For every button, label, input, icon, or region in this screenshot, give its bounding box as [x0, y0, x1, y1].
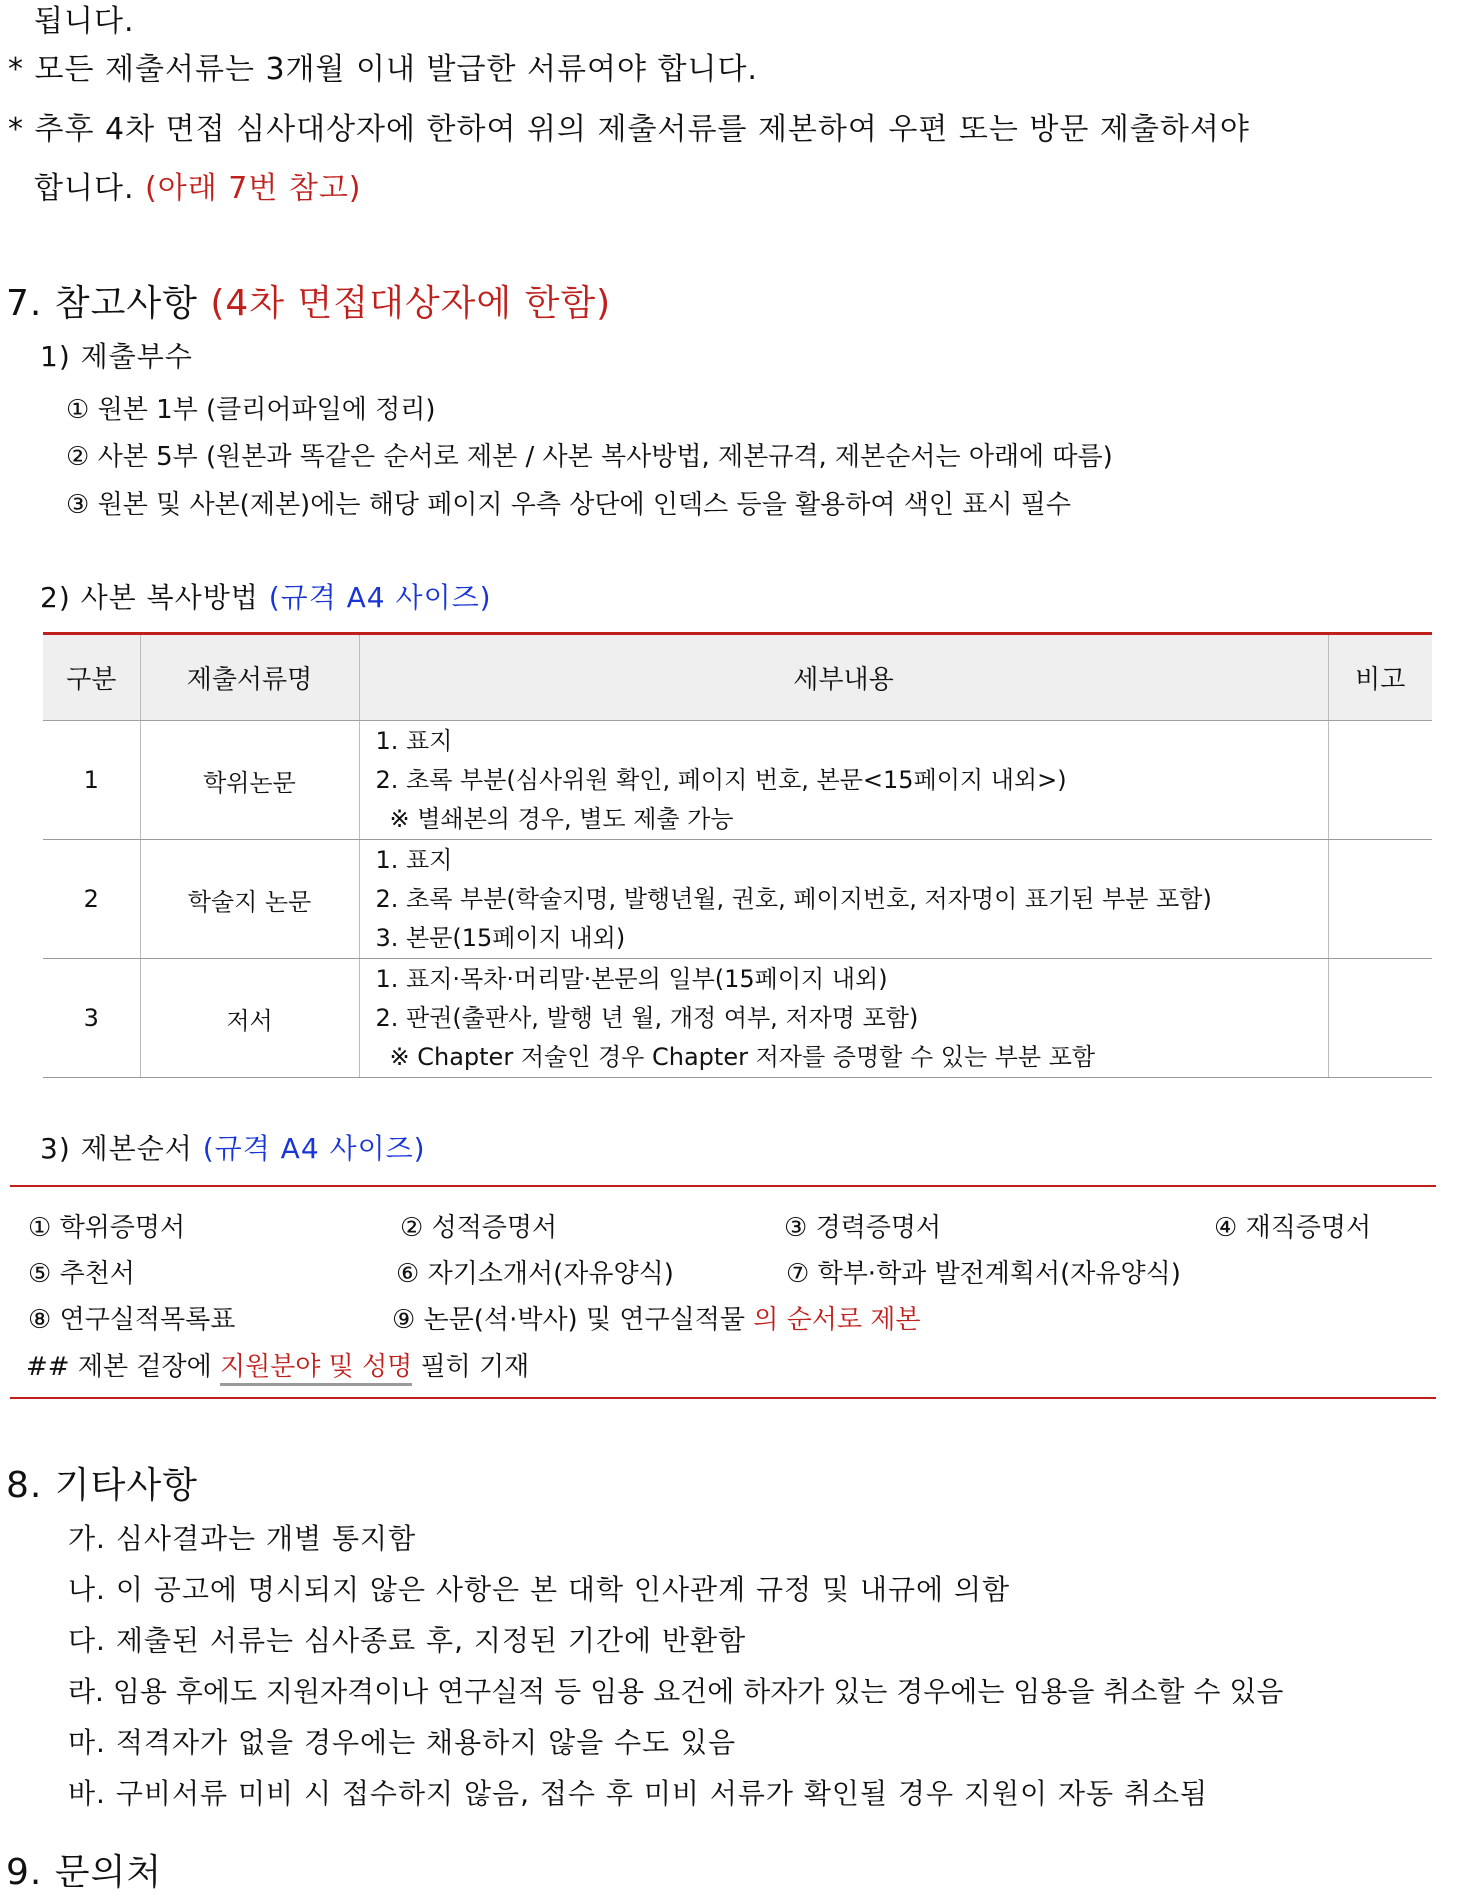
row-document-name: 학술지 논문 [140, 840, 359, 959]
binding-item-3: ③ 경력증명서 [784, 1213, 942, 1243]
detail-line: ※ Chapter 저술인 경우 Chapter 저자를 증명할 수 있는 부분 포함 [389, 1042, 1096, 1071]
copy-method-table [43, 632, 1432, 1078]
detail-line: 3. 본문(15페이지 내외) [375, 923, 626, 952]
sub2-heading [40, 576, 492, 616]
section-8-item-3: 다. 제출된 서류는 심사종료 후, 지정된 기간에 반환함 [68, 1624, 747, 1657]
detail-line: 2. 초록 부분(심사위원 확인, 페이지 번호, 본문<15페이지 내외>) [375, 765, 1067, 794]
detail-line: 1. 표지 [375, 726, 453, 755]
intro-line-3 [34, 163, 362, 207]
section-8-item-5: 마. 적격자가 없을 경우에는 채용하지 않을 수도 있음 [68, 1726, 737, 1759]
detail-line: 1. 표지·목차·머리말·본문의 일부(15페이지 내외) [375, 964, 888, 993]
intro-reference: (아래 7번 참고) [145, 171, 362, 206]
binding-order-suffix: 의 순서로 제본 [753, 1305, 921, 1335]
row-remarks [1328, 840, 1432, 959]
row-number: 2 [43, 840, 140, 959]
cover-note-prefix: ## 제본 겉장에 [26, 1352, 212, 1382]
section-8-item-1: 가. 심사결과는 개별 통지함 [68, 1522, 417, 1555]
binding-item-7: ⑦ 학부·학과 발전계획서(자유양식) [786, 1259, 1181, 1289]
binding-item-2: ② 성적증명서 [400, 1213, 558, 1243]
table-row [43, 840, 1432, 959]
sub1-title: 1) 제출부수 [40, 340, 193, 373]
header-document-name: 제출서류명 [140, 634, 359, 721]
table-row [43, 721, 1432, 840]
binding-item-6: ⑥ 자기소개서(자유양식) [396, 1259, 674, 1289]
detail-line: 2. 판권(출판사, 발행 년 월, 개정 여부, 저자명 포함) [375, 1003, 919, 1032]
row-document-name: 저서 [140, 959, 359, 1078]
row-document-name: 학위논문 [140, 721, 359, 840]
header-remarks: 비고 [1328, 634, 1432, 721]
section-9-title: 9. 문의처 [6, 1852, 163, 1893]
cover-note [26, 1346, 529, 1383]
binding-item-9-line [392, 1299, 920, 1336]
binding-item-8: ⑧ 연구실적목록표 [28, 1305, 236, 1335]
row-number: 3 [43, 959, 140, 1078]
row-remarks [1328, 959, 1432, 1078]
section-8-item-4: 라. 임용 후에도 지원자격이나 연구실적 등 임용 요건에 하자가 있는 경우에는 임용을 취소할 수 있음 [68, 1675, 1284, 1708]
intro-line-3-text: 합니다. [34, 171, 135, 206]
binding-item-9: ⑨ 논문(석·박사) 및 연구실적물 [392, 1305, 745, 1335]
binding-item-1: ① 학위증명서 [28, 1213, 186, 1243]
intro-line-1: * 모든 제출서류는 3개월 이내 발급한 서류여야 합니다. [8, 52, 758, 87]
sub1-item-3: ③ 원본 및 사본(제본)에는 해당 페이지 우측 상단에 인덱스 등을 활용하여 색인 표시 필수 [66, 490, 1071, 520]
header-details: 세부내용 [359, 634, 1328, 721]
cover-note-highlight: 지원분야 및 성명 [220, 1352, 412, 1386]
row-details [359, 840, 1328, 959]
row-number: 1 [43, 721, 140, 840]
section-8-item-6: 바. 구비서류 미비 시 접수하지 않음, 접수 후 미비 서류가 확인될 경우 지원이 자동 취소됨 [68, 1777, 1209, 1810]
binding-item-5: ⑤ 추천서 [28, 1259, 135, 1289]
intro-line-0: 됩니다. [34, 4, 135, 39]
row-details [359, 721, 1328, 840]
row-remarks [1328, 721, 1432, 840]
sub2-note: (규격 A4 사이즈) [268, 581, 492, 614]
table-row [43, 959, 1432, 1078]
section-7-note: (4차 면접대상자에 한함) [210, 283, 612, 324]
sub3-title: 3) 제본순서 [40, 1132, 193, 1165]
section-8-item-2: 나. 이 공고에 명시되지 않은 사항은 본 대학 인사관계 규정 및 내규에 의함 [68, 1573, 1011, 1606]
cover-note-suffix: 필히 기재 [420, 1352, 530, 1382]
sub3-note: (규격 A4 사이즈) [202, 1132, 426, 1165]
table-header-row [43, 634, 1432, 721]
detail-line: ※ 별쇄본의 경우, 별도 제출 가능 [389, 804, 734, 833]
section-7-title: 7. 참고사항 [6, 283, 198, 324]
sub1-item-2: ② 사본 5부 (원본과 똑같은 순서로 제본 / 사본 복사방법, 제본규격, 제본순서는 아래에 따름) [66, 442, 1113, 472]
binding-box-bottom-rule [10, 1397, 1436, 1399]
sub1-item-1: ① 원본 1부 (클리어파일에 정리) [66, 395, 436, 425]
intro-line-2: * 추후 4차 면접 심사대상자에 한하여 위의 제출서류를 제본하여 우편 또는 방문 제출하셔야 [8, 112, 1250, 147]
section-8-title: 8. 기타사항 [6, 1465, 198, 1506]
binding-item-4: ④ 재직증명서 [1214, 1213, 1372, 1243]
detail-line: 2. 초록 부분(학술지명, 발행년월, 권호, 페이지번호, 저자명이 표기된 부분 포함) [375, 884, 1212, 913]
binding-box-top-rule [10, 1185, 1436, 1187]
detail-line: 1. 표지 [375, 845, 453, 874]
sub2-title: 2) 사본 복사방법 [40, 581, 259, 614]
row-details [359, 959, 1328, 1078]
sub3-heading [40, 1127, 426, 1167]
section-7-heading [6, 275, 611, 326]
header-category: 구분 [43, 634, 140, 721]
